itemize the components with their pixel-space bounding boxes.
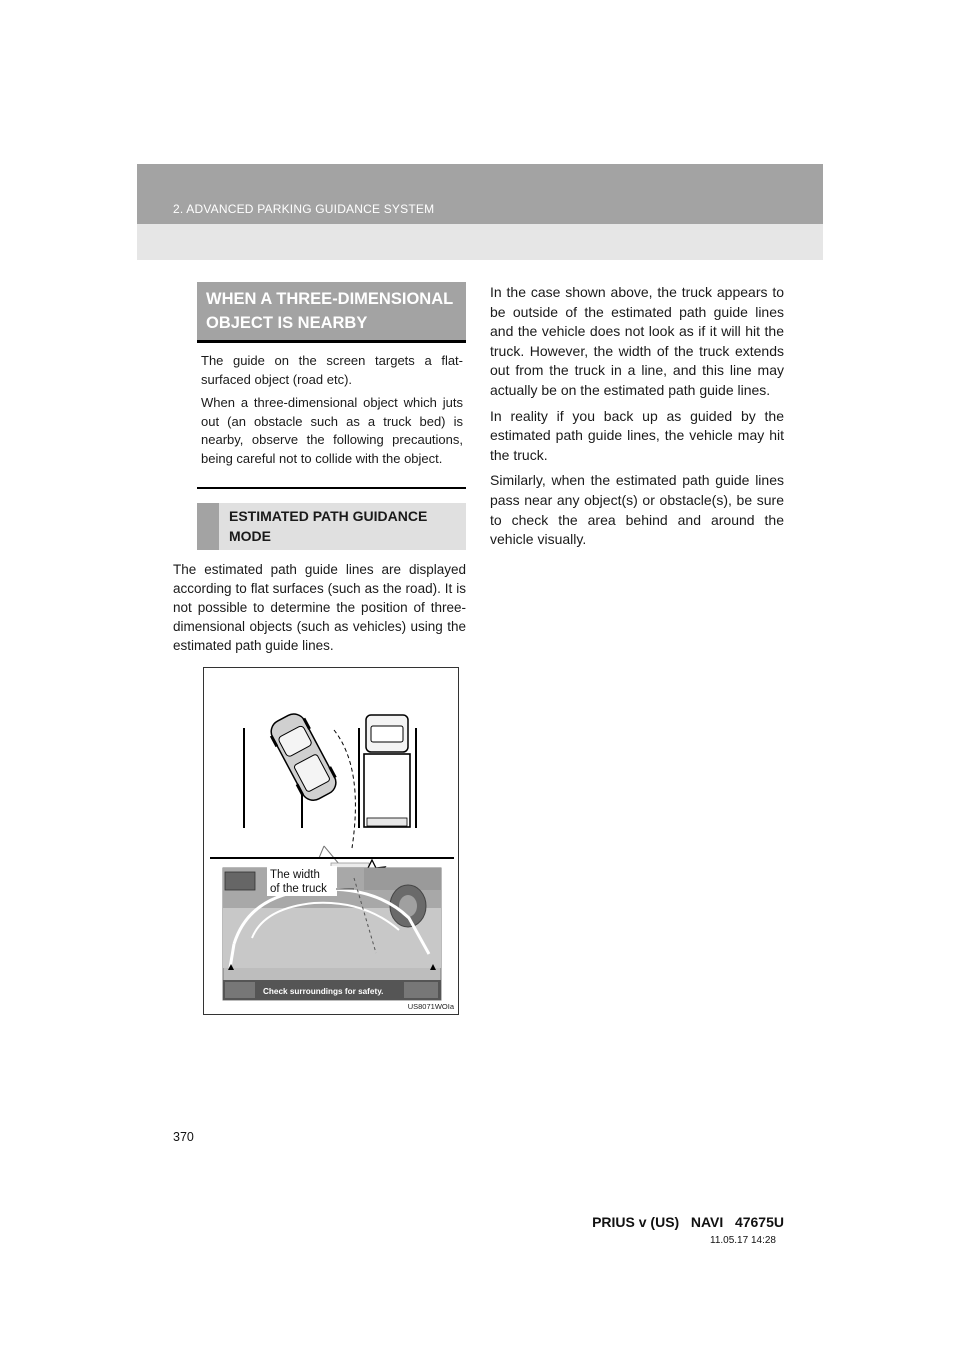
subsection-marker	[197, 503, 219, 550]
intro-para-1: The guide on the screen targets a flat-surfaced object (road etc).	[201, 353, 463, 387]
car-top-view	[265, 709, 342, 805]
subsection-body: The estimated path guide lines are displayed according to flat surfaces (such as the road). It is not possible to determine the position of three-dimensional objects (such as vehicles) using the estimated path guide lines.	[173, 562, 466, 653]
right-column	[490, 283, 784, 556]
header-subband	[137, 224, 823, 260]
right-para-1: In the case shown above, the truck appears to be outside of the estimated path guide lines and the vehicle does not look as if it will hit the truck. However, the width of the truck extends out from the truck in a line, and this line may actually be on the estimated path guide lines.	[490, 284, 784, 398]
section-header: 2. ADVANCED PARKING GUIDANCE SYSTEM	[173, 202, 435, 216]
truck-top-view	[364, 715, 410, 827]
page-number: 370	[173, 1130, 194, 1144]
subsection-title: ESTIMATED PATH GUIDANCE MODE	[229, 508, 428, 544]
section-rule-top	[197, 340, 466, 343]
right-para-3: Similarly, when the estimated path guide lines pass near any object(s) or obstacle(s), be sure to check the area behind and around the vehicle visually.	[490, 472, 784, 548]
screen-message: Check surroundings for safety.	[263, 987, 384, 996]
parking-illustration	[204, 668, 458, 1014]
footer-model: PRIUS v (US) NAVI 47675U	[592, 1214, 784, 1230]
section-intro	[201, 352, 463, 473]
section-title-line2: OBJECT IS NEARBY	[206, 314, 368, 332]
callout-line2: of the truck	[270, 883, 327, 895]
camera-mode-icon	[225, 872, 255, 890]
figure-code: US8071WOIa	[407, 1002, 454, 1011]
section-title-line1: WHEN A THREE-DIMENSIONAL	[206, 290, 454, 308]
illustration-figure	[203, 667, 459, 1015]
callout-line1: The width	[270, 869, 320, 881]
display-mode-icon	[225, 982, 255, 998]
section-title-box	[197, 282, 466, 340]
intro-para-2: When a three-dimensional object which juts out (an obstacle such as a truck bed) is nearby, observe the following precautions, being careful not to collide with the object.	[201, 395, 463, 466]
section-rule-bottom	[197, 487, 466, 489]
path-guide-right	[334, 730, 355, 848]
guide-switch-icon	[404, 982, 438, 998]
right-para-2: In reality if you back up as guided by the estimated path guide lines, the vehicle may hit the truck.	[490, 407, 784, 463]
footer-date: 11.05.17 14:28	[710, 1235, 776, 1246]
